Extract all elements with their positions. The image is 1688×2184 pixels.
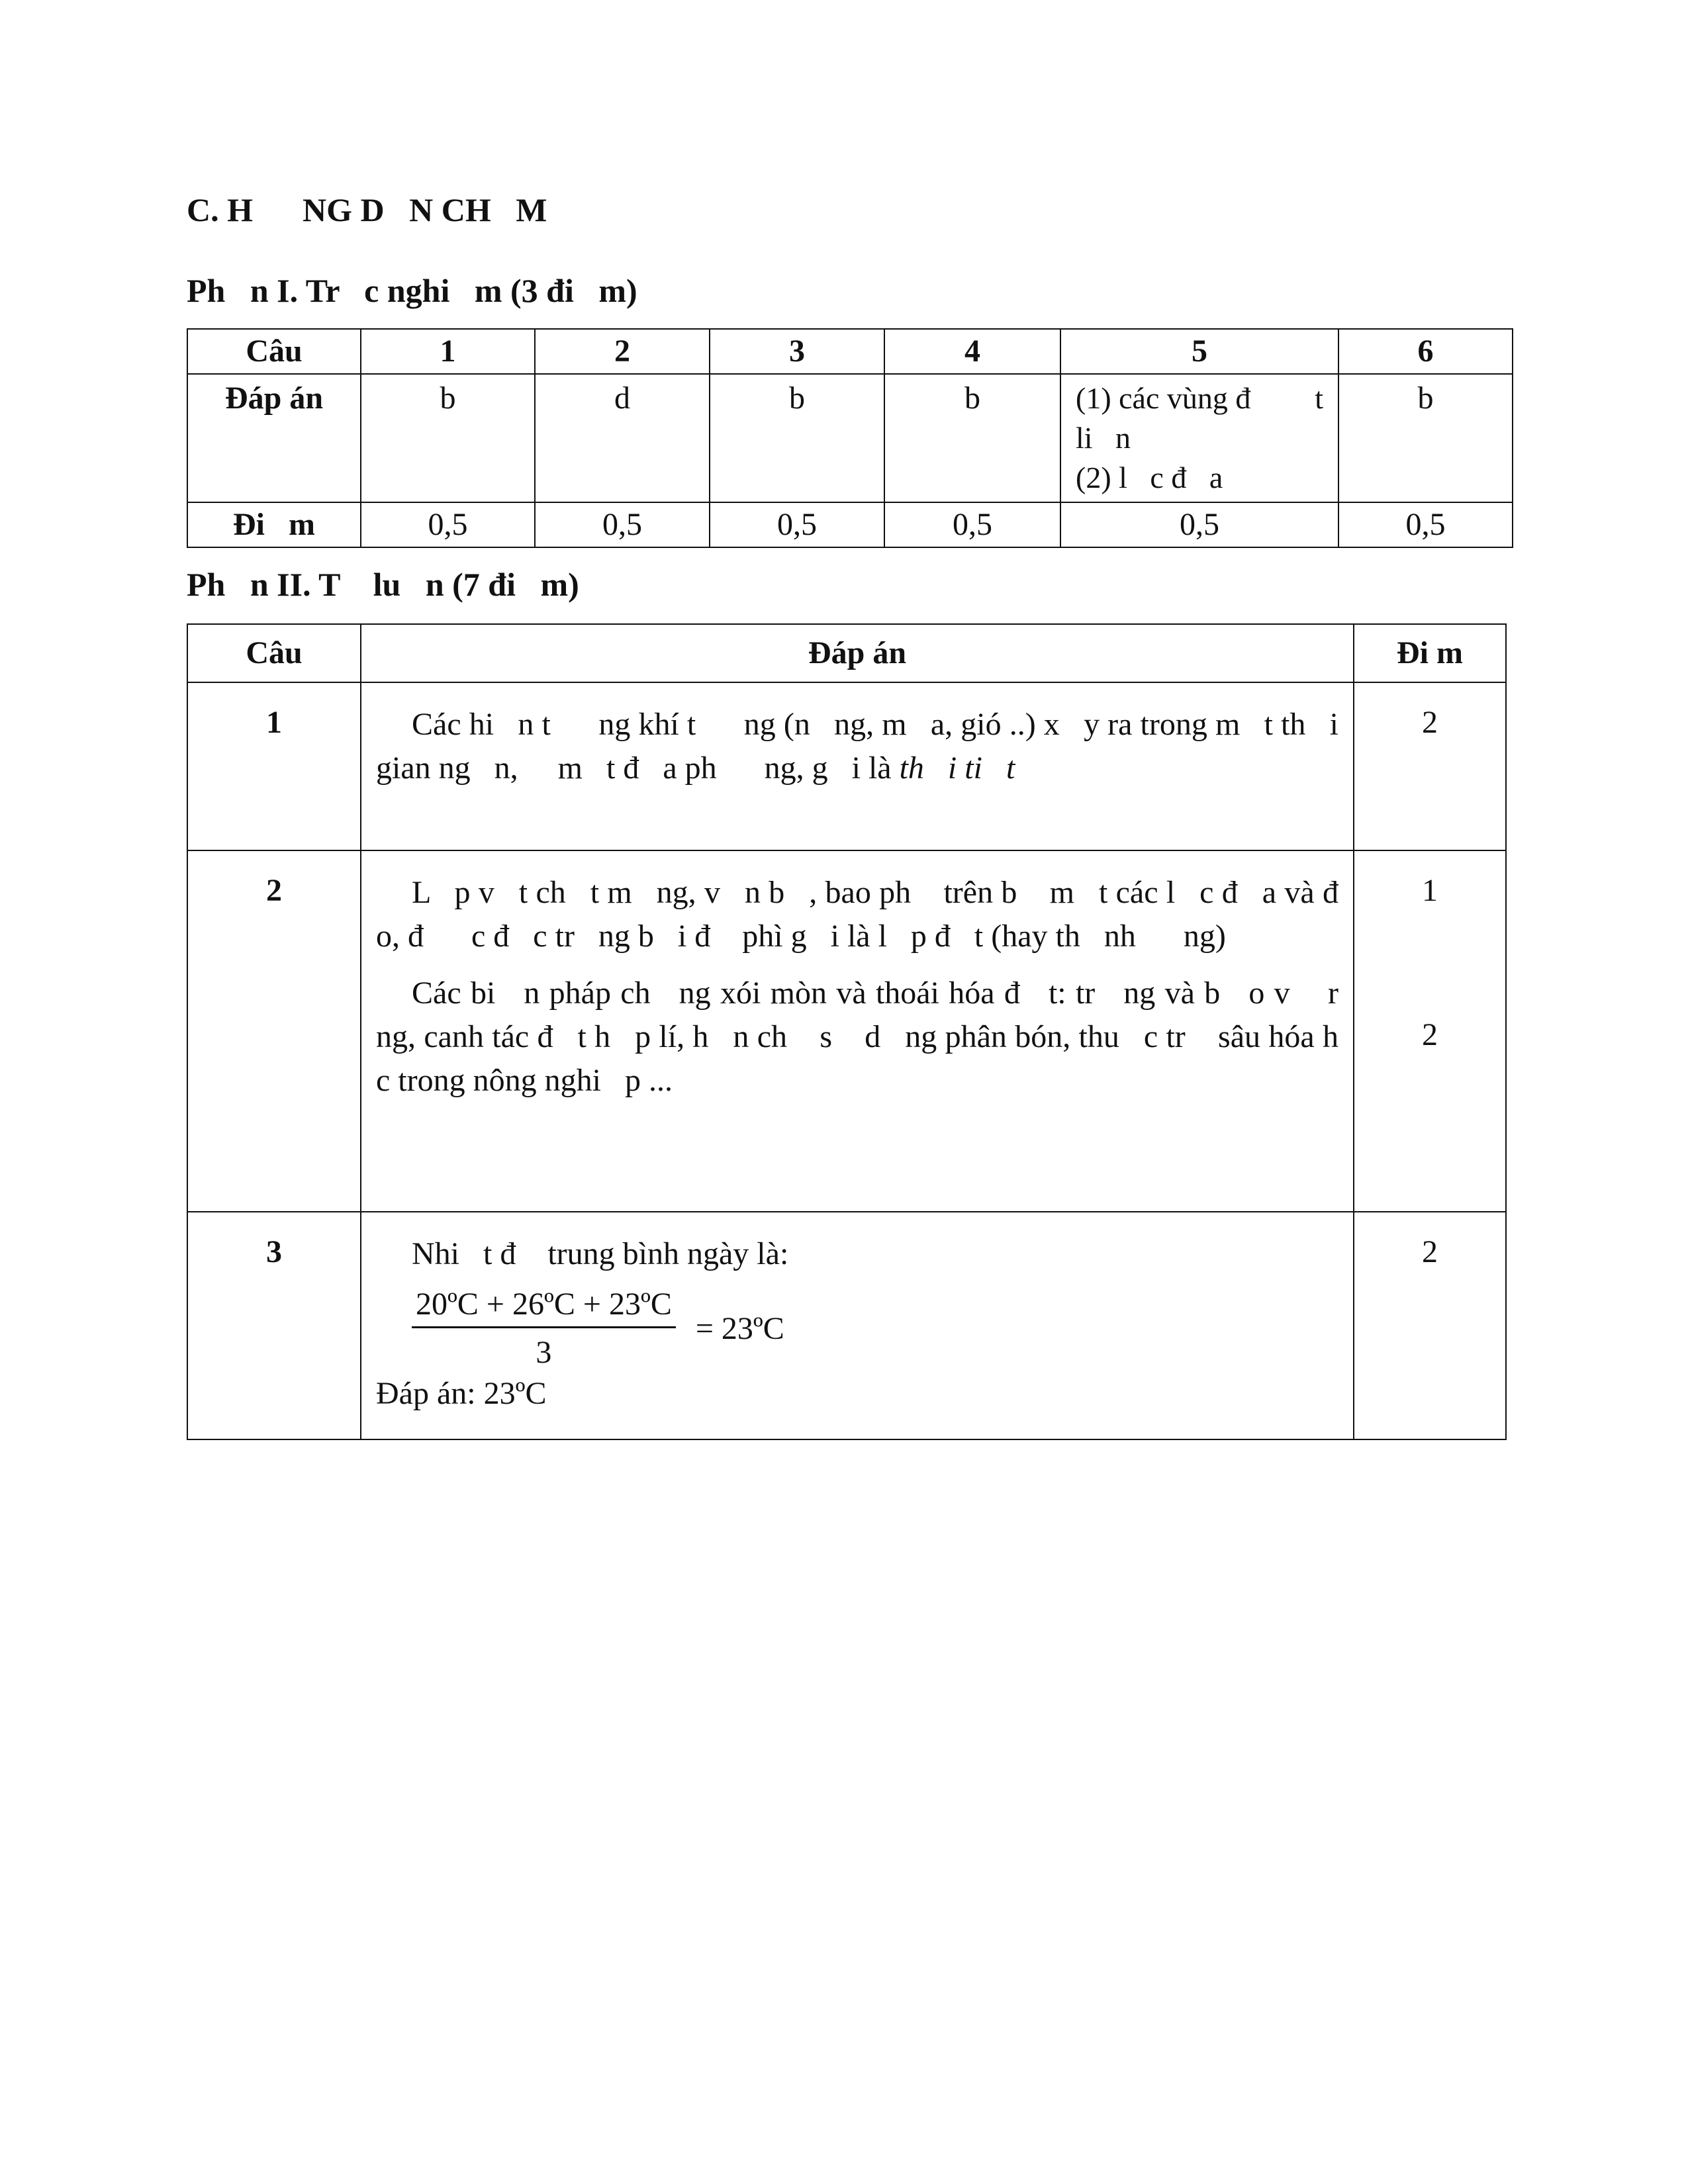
answer-cell (361, 682, 1354, 850)
score-cell: 2 (1354, 1212, 1506, 1439)
fraction-denominator: 3 (536, 1335, 552, 1370)
header-score: Đi m (1354, 624, 1506, 682)
q5-line-1-text: (1) các vùng đ (1076, 381, 1251, 415)
answer-paragraph: L p v t ch t m ng, v n b , bao ph trên b m t các l c đ a và đ o, đ c đ c tr ng b i đ phì g i là l p đ t (hay th nh ng) (376, 875, 1362, 954)
table-row (187, 374, 1513, 502)
score-cell: 0,5 (710, 502, 884, 547)
q5-line-1 (1076, 379, 1338, 418)
score-value: 1 (1422, 873, 1438, 908)
score-cell: 0,5 (535, 502, 710, 547)
answer-cell-q5 (1060, 374, 1338, 502)
score-cell: 0,5 (1060, 502, 1338, 547)
score-cell: 0,5 (884, 502, 1060, 547)
table-row (187, 624, 1506, 682)
answer-cell: b (361, 374, 535, 502)
table-row (187, 682, 1506, 850)
part1-heading: Ph n I. Tr c nghi m (3 đi m) (187, 272, 637, 309)
final-answer: Đáp án: 23ºC (376, 1376, 547, 1411)
q5-line-1-end: t (1315, 381, 1323, 415)
score-cell: 0,5 (1338, 502, 1513, 547)
score-cell: 2 (1354, 682, 1506, 850)
fraction-bar (412, 1326, 676, 1328)
table-row (187, 850, 1506, 1212)
q5-line-2: li n (1076, 421, 1131, 455)
question-number: 2 (535, 329, 710, 374)
answer-text: Các hi n t ng khí t ng (n ng, m a, gió ..) x y ra trong m t th i gian ng n, m t đ a ph ng, g i là (376, 707, 1346, 786)
row-label-score: Đi m (187, 502, 361, 547)
table-row (187, 502, 1513, 547)
question-number: 1 (361, 329, 535, 374)
essay-answer-table (187, 623, 1507, 1440)
row-label-answer: Đáp án (187, 374, 361, 502)
question-number: 4 (884, 329, 1060, 374)
score-value: 2 (1422, 1017, 1438, 1052)
q5-line-3: (2) l c đ a (1076, 461, 1223, 494)
score-cell (1354, 850, 1506, 1212)
fraction-formula (376, 1285, 1338, 1372)
answer-paragraph (376, 703, 1346, 790)
answer-paragraph: Nhi t đ trung bình ngày là: (412, 1236, 789, 1271)
header-answer: Đáp án (361, 624, 1354, 682)
answer-cell: b (884, 374, 1060, 502)
part2-heading: Ph n II. T lu n (7 đi m) (187, 566, 579, 603)
answer-cell: d (535, 374, 710, 502)
answer-paragraph: Các bi n pháp ch ng xói mòn và thoái hóa đ t: tr ng và b o v r ng, canh tác đ t h p lí, h n ch s d ng phân bón, thu c tr sâu hóa h c trong nông nghi p ... (376, 976, 1362, 1098)
fraction (412, 1285, 676, 1372)
score-cell: 0,5 (361, 502, 535, 547)
answer-term: th i ti t (899, 751, 1015, 786)
page-title: C. H NG D N CH M (187, 191, 547, 228)
question-number: 2 (187, 850, 361, 1212)
row-label-question: Câu (187, 329, 361, 374)
answer-cell (361, 850, 1362, 1212)
answer-cell: b (1338, 374, 1513, 502)
question-number: 6 (1338, 329, 1513, 374)
multiple-choice-answer-table (187, 328, 1513, 548)
question-number: 1 (187, 682, 361, 850)
table-row (187, 1212, 1506, 1439)
answer-cell (361, 1212, 1354, 1439)
answer-cell: b (710, 374, 884, 502)
fraction-result: = 23ºC (695, 1310, 784, 1346)
fraction-numerator: 20ºC + 26ºC + 23ºC (416, 1287, 672, 1322)
question-number: 3 (710, 329, 884, 374)
question-number: 3 (187, 1212, 361, 1439)
question-number: 5 (1060, 329, 1338, 374)
table-row (187, 329, 1513, 374)
header-question: Câu (187, 624, 361, 682)
